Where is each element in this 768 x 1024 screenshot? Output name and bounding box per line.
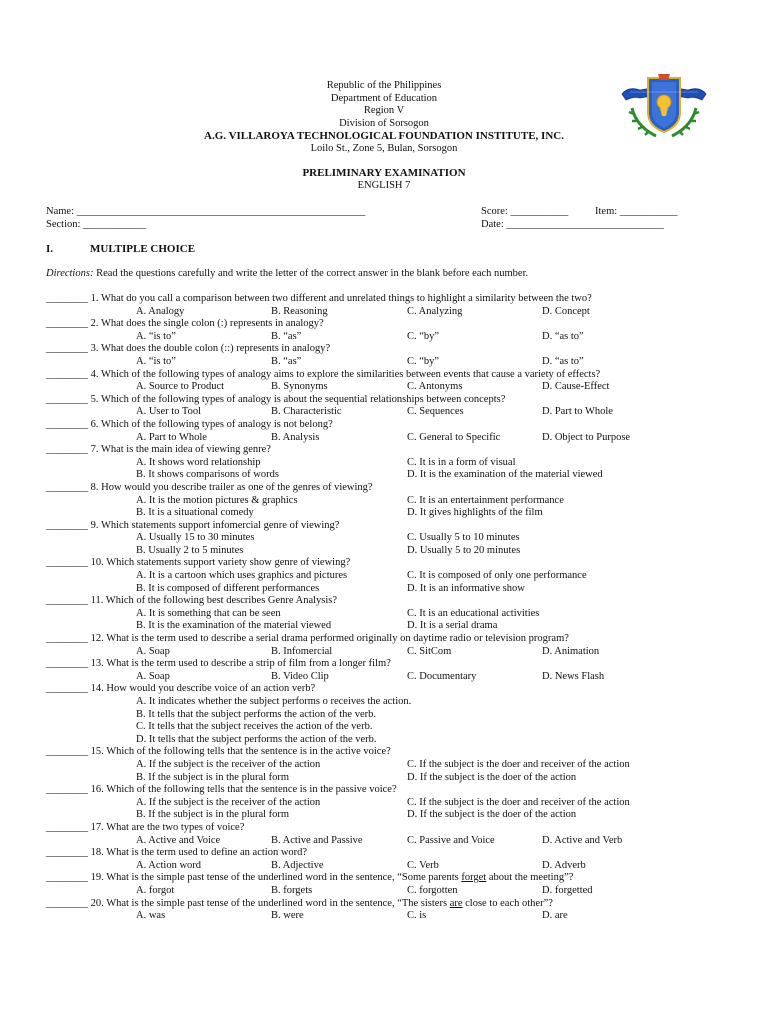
option-a: A. If the subject is the receiver of the action bbox=[136, 796, 321, 808]
option-b: B. Synonyms bbox=[271, 381, 328, 393]
question-number: 11. bbox=[88, 595, 106, 607]
option-a: A. It shows word relationship bbox=[136, 456, 261, 468]
options-row bbox=[46, 885, 726, 898]
option-d: D. It is the examination of the material viewed bbox=[407, 469, 603, 481]
options-row bbox=[46, 381, 726, 394]
option-d: D. “as to” bbox=[542, 355, 584, 367]
institution-name: A.G. VILLAROYA TECHNOLOGICAL FOUNDATION INSTITUTE, INC. bbox=[204, 130, 564, 143]
answer-blank[interactable]: ________ bbox=[46, 746, 88, 758]
question-text: Which of the following types of analogy aims to explore the similarities between events that cause a variety of effects? bbox=[100, 368, 601, 380]
option-b: B. It shows comparisons of words bbox=[136, 469, 279, 481]
options-row bbox=[46, 570, 726, 583]
option-d: D. It tells that the subject performs the action of the verb. bbox=[136, 733, 377, 745]
option-b: B. Reasoning bbox=[271, 305, 328, 317]
question-number: 18. bbox=[88, 847, 107, 859]
options-row bbox=[46, 507, 726, 520]
question-text: Which of the following best describes Genre Analysis? bbox=[105, 595, 338, 607]
option-b: B. Usually 2 to 5 minutes bbox=[136, 544, 244, 556]
option-c: C. If the subject is the doer and receiver of the action bbox=[407, 796, 630, 808]
answer-blank[interactable]: ________ bbox=[46, 444, 88, 456]
options-row bbox=[46, 734, 726, 747]
answer-blank[interactable]: ________ bbox=[46, 633, 88, 645]
question-number: 7. bbox=[88, 444, 101, 456]
question-text-end: close to each other”? bbox=[462, 897, 553, 909]
section-heading bbox=[46, 243, 195, 256]
question-number: 2. bbox=[88, 318, 101, 330]
question-text: What does the single colon (:) represents in analogy? bbox=[100, 318, 324, 330]
option-b: B. It tells that the subject performs the action of the verb. bbox=[136, 708, 376, 720]
section-number: I. bbox=[46, 243, 54, 255]
options-row bbox=[46, 532, 726, 545]
question-number: 3. bbox=[88, 343, 101, 355]
options-row bbox=[46, 457, 726, 470]
options-row bbox=[46, 797, 726, 810]
option-d: D. It is an informative show bbox=[407, 582, 525, 594]
question-number: 13. bbox=[88, 658, 107, 670]
option-c: C. Antonyms bbox=[407, 381, 463, 393]
options-row bbox=[46, 709, 726, 722]
option-b: B. Adjective bbox=[271, 859, 324, 871]
option-a: A. User to Tool bbox=[136, 406, 201, 418]
score-field[interactable]: Score: ___________ bbox=[481, 206, 569, 217]
options-row bbox=[46, 759, 726, 772]
option-d: D. Object to Purpose bbox=[542, 431, 631, 443]
question-text-end: about the meeting”? bbox=[486, 872, 574, 884]
option-a: A. was bbox=[136, 910, 166, 922]
question-number: 15. bbox=[88, 746, 107, 758]
school-seal-logo bbox=[618, 72, 710, 144]
options-row bbox=[46, 331, 726, 344]
option-a: A. It is something that can be seen bbox=[136, 607, 281, 619]
underlined-word: forget bbox=[461, 872, 487, 884]
question-text: How would you describe voice of an action verb? bbox=[106, 683, 316, 695]
options-row bbox=[46, 495, 726, 508]
option-a: A. Analogy bbox=[136, 305, 185, 317]
option-c: C. Documentary bbox=[407, 670, 477, 682]
options-row bbox=[46, 696, 726, 709]
options-row bbox=[46, 432, 726, 445]
option-a: A. Action word bbox=[136, 859, 202, 871]
section-field[interactable]: Section: ____________ bbox=[46, 219, 147, 230]
option-d: D. It gives highlights of the film bbox=[407, 507, 543, 519]
options-row bbox=[46, 910, 726, 923]
question-number: 12. bbox=[88, 633, 107, 645]
header-line-region: Region V bbox=[363, 105, 405, 117]
option-a: A. “is to” bbox=[136, 355, 176, 367]
option-c: C. forgotten bbox=[407, 884, 458, 896]
option-d: D. Animation bbox=[542, 645, 600, 657]
question-item bbox=[46, 746, 726, 759]
option-c: C. Usually 5 to 10 minutes bbox=[407, 532, 520, 544]
question-text: What does the double colon (::) represents in analogy? bbox=[100, 343, 331, 355]
options-row bbox=[46, 545, 726, 558]
question-item bbox=[46, 683, 726, 696]
answer-blank[interactable]: ________ bbox=[46, 343, 88, 355]
option-c: C. Sequences bbox=[407, 406, 464, 418]
options-row bbox=[46, 306, 726, 319]
institution-address: Loilo St., Zone 5, Bulan, Sorsogon bbox=[310, 142, 458, 154]
answer-blank[interactable]: ________ bbox=[46, 393, 88, 405]
option-a: A. Usually 15 to 30 minutes bbox=[136, 532, 255, 544]
option-b: B. If the subject is in the plural form bbox=[136, 809, 290, 821]
question-number: 5. bbox=[88, 393, 101, 405]
option-c: C. It is in a form of visual bbox=[407, 456, 516, 468]
question-text: How would you describe trailer as one of the genres of viewing? bbox=[101, 481, 373, 493]
question-item bbox=[46, 343, 726, 356]
header-line-department: Department of Education bbox=[330, 92, 438, 104]
question-number: 20. bbox=[88, 897, 107, 909]
question-item bbox=[46, 369, 726, 382]
option-d: D. Active and Verb bbox=[542, 834, 623, 846]
option-c: C. “by” bbox=[407, 330, 440, 342]
answer-blank[interactable]: ________ bbox=[46, 821, 88, 833]
question-item bbox=[46, 318, 726, 331]
question-list bbox=[46, 293, 726, 923]
answer-blank[interactable]: ________ bbox=[46, 872, 88, 884]
option-d: D. are bbox=[542, 910, 568, 922]
directions bbox=[46, 268, 528, 281]
question-item bbox=[46, 658, 726, 671]
question-number: 8. bbox=[88, 481, 102, 493]
question-text: What is the simple past tense of the underlined word in the sentence, “Some parents bbox=[106, 872, 462, 884]
option-d: D. Cause-Effect bbox=[542, 381, 610, 393]
question-item bbox=[46, 847, 726, 860]
answer-blank[interactable]: ________ bbox=[46, 897, 88, 909]
header-line-republic: Republic of the Philippines bbox=[326, 80, 442, 91]
question-number: 1. bbox=[88, 293, 101, 304]
option-d: D. Usually 5 to 20 minutes bbox=[407, 544, 521, 556]
option-d: D. Concept bbox=[542, 305, 590, 317]
option-b: B. were bbox=[271, 910, 304, 922]
question-text: What is the simple past tense of the underlined word in the sentence, “The sisters bbox=[106, 897, 450, 909]
question-number: 6. bbox=[88, 418, 101, 430]
option-a: A. It is the motion pictures & graphics bbox=[136, 494, 298, 506]
underlined-word: are bbox=[449, 897, 463, 909]
option-a: A. Soap bbox=[136, 670, 170, 682]
options-row bbox=[46, 860, 726, 873]
option-a: A. It is a cartoon which uses graphics and pictures bbox=[136, 570, 348, 582]
options-row bbox=[46, 809, 726, 822]
option-b: B. It is a situational comedy bbox=[136, 507, 254, 519]
option-b: B. “as” bbox=[271, 355, 302, 367]
question-text: What do you call a comparison between two different and unrelated things to highlight a similarity between the two? bbox=[100, 293, 592, 304]
question-item bbox=[46, 293, 726, 306]
option-d: D. News Flash bbox=[542, 670, 605, 682]
options-row bbox=[46, 608, 726, 621]
option-a: A. forgot bbox=[136, 884, 175, 896]
option-c: C. Analyzing bbox=[407, 305, 463, 317]
question-text: What is the term used to describe a serial drama performed originally on daytime radio or television program? bbox=[106, 633, 569, 645]
answer-blank[interactable]: ________ bbox=[46, 418, 88, 430]
question-item bbox=[46, 872, 726, 885]
question-number: 17. bbox=[88, 821, 107, 833]
option-a: A. Soap bbox=[136, 645, 170, 657]
question-text: Which of the following tells that the sentence is in the active voice? bbox=[106, 746, 391, 758]
options-row bbox=[46, 406, 726, 419]
question-item bbox=[46, 822, 726, 835]
question-item bbox=[46, 444, 726, 457]
question-item bbox=[46, 520, 726, 533]
options-row bbox=[46, 620, 726, 633]
option-b: B. If the subject is in the plural form bbox=[136, 771, 290, 783]
options-row bbox=[46, 356, 726, 369]
option-b: B. Infomercial bbox=[271, 645, 333, 657]
option-c: C. It is an educational activities bbox=[407, 607, 540, 619]
answer-blank[interactable]: ________ bbox=[46, 318, 88, 330]
option-b: B. It is the examination of the material viewed bbox=[136, 620, 332, 632]
option-c: C. General to Specific bbox=[407, 431, 501, 443]
option-b: B. Analysis bbox=[271, 431, 320, 443]
question-item bbox=[46, 595, 726, 608]
option-c: C. It tells that the subject receives the action of the verb. bbox=[136, 721, 373, 733]
option-d: D. “as to” bbox=[542, 330, 584, 342]
option-c: C. Passive and Voice bbox=[407, 834, 495, 846]
question-number: 9. bbox=[88, 519, 101, 531]
question-number: 10. bbox=[88, 557, 107, 569]
question-item bbox=[46, 898, 726, 911]
exam-title-block bbox=[0, 167, 768, 192]
option-a: A. Part to Whole bbox=[136, 431, 207, 443]
option-a: A. Active and Voice bbox=[136, 834, 221, 846]
question-text: What are the two types of voice? bbox=[106, 821, 245, 833]
answer-blank[interactable]: ________ bbox=[46, 519, 88, 531]
question-item bbox=[46, 482, 726, 495]
answer-blank[interactable]: ________ bbox=[46, 847, 88, 859]
question-item bbox=[46, 784, 726, 797]
options-row bbox=[46, 469, 726, 482]
option-d: D. If the subject is the doer of the action bbox=[407, 771, 577, 783]
option-a: A. Source to Product bbox=[136, 381, 225, 393]
options-row bbox=[46, 772, 726, 785]
option-d: D. Part to Whole bbox=[542, 406, 613, 418]
question-text: Which statements support infomercial genre of viewing? bbox=[100, 519, 340, 531]
question-text: Which statements support variety show genre of viewing? bbox=[106, 557, 351, 569]
option-b: B. It is composed of different performances bbox=[136, 582, 320, 594]
options-row bbox=[46, 835, 726, 848]
option-a: A. “is to” bbox=[136, 330, 176, 342]
question-text: What is the term used to define an action word? bbox=[106, 847, 308, 859]
option-c: C. is bbox=[407, 910, 427, 922]
option-d: D. Adverb bbox=[542, 859, 586, 871]
question-item bbox=[46, 394, 726, 407]
answer-blank[interactable]: ________ bbox=[46, 595, 88, 607]
answer-blank[interactable]: ________ bbox=[46, 784, 88, 796]
option-c: C. SitCom bbox=[407, 645, 452, 657]
directions-label: Directions: bbox=[46, 268, 94, 279]
option-c: C. “by” bbox=[407, 355, 440, 367]
option-d: D. forgetted bbox=[542, 884, 593, 896]
question-item bbox=[46, 419, 726, 432]
question-item bbox=[46, 557, 726, 570]
exam-title: PRELIMINARY EXAMINATION bbox=[302, 167, 466, 179]
answer-blank[interactable]: ________ bbox=[46, 658, 88, 670]
option-c: C. It is an entertainment performance bbox=[407, 494, 564, 506]
question-item bbox=[46, 633, 726, 646]
answer-blank[interactable]: ________ bbox=[46, 293, 88, 304]
answer-blank[interactable]: ________ bbox=[46, 683, 88, 695]
options-row bbox=[46, 583, 726, 596]
question-number: 4. bbox=[88, 368, 101, 380]
option-b: B. Characteristic bbox=[271, 406, 342, 418]
directions-text: Read the questions carefully and write the letter of the correct answer in the blank before each number. bbox=[93, 268, 529, 279]
option-b: B. forgets bbox=[271, 884, 313, 896]
answer-blank[interactable]: ________ bbox=[46, 481, 88, 493]
header-line-division: Division of Sorsogon bbox=[339, 117, 429, 129]
name-field[interactable]: Name: _______________________________________________________ bbox=[46, 206, 366, 217]
option-a: A. It indicates whether the subject performs o receives the action. bbox=[136, 696, 412, 707]
question-text: Which of the following tells that the sentence is in the passive voice? bbox=[106, 784, 397, 796]
options-row bbox=[46, 721, 726, 734]
option-d: D. It is a serial drama bbox=[407, 620, 498, 632]
option-c: C. If the subject is the doer and receiver of the action bbox=[407, 758, 630, 770]
date-field[interactable]: Date: ______________________________ bbox=[481, 219, 664, 230]
options-row bbox=[46, 646, 726, 659]
question-number: 19. bbox=[88, 872, 107, 884]
option-d: D. If the subject is the doer of the action bbox=[407, 809, 577, 821]
answer-blank[interactable]: ________ bbox=[46, 557, 88, 569]
question-text: Which of the following types of analogy is about the sequential relationships between concepts? bbox=[100, 393, 506, 405]
options-row bbox=[46, 671, 726, 684]
option-c: C. Verb bbox=[407, 859, 439, 871]
section-title: MULTIPLE CHOICE bbox=[90, 243, 196, 255]
option-b: B. Video Clip bbox=[271, 670, 329, 682]
question-number: 16. bbox=[88, 784, 107, 796]
question-number: 14. bbox=[88, 683, 107, 695]
option-c: C. It is composed of only one performance bbox=[407, 570, 587, 582]
question-text: What is the term used to describe a strip of film from a longer film? bbox=[106, 658, 391, 670]
option-b: B. Active and Passive bbox=[271, 834, 363, 846]
option-a: A. If the subject is the receiver of the action bbox=[136, 758, 321, 770]
option-b: B. “as” bbox=[271, 330, 302, 342]
question-text: What is the main idea of viewing genre? bbox=[100, 444, 271, 456]
answer-blank[interactable]: ________ bbox=[46, 368, 88, 380]
question-text: Which of the following types of analogy is not belong? bbox=[100, 418, 333, 430]
exam-subject: ENGLISH 7 bbox=[357, 179, 411, 191]
item-field[interactable]: Item: ___________ bbox=[595, 206, 678, 217]
